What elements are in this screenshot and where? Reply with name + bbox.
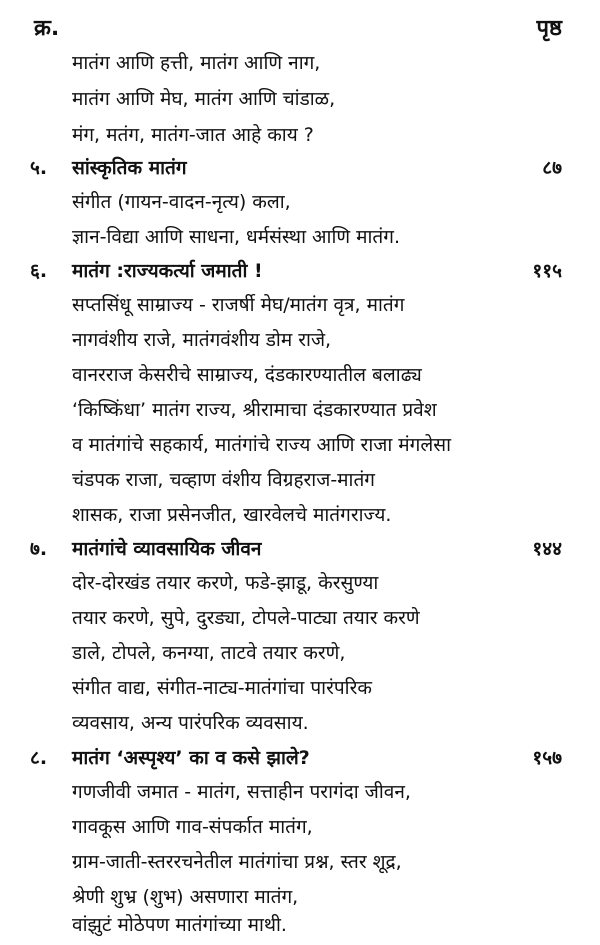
toc-line-text: व्यवसाय, अन्य पारंपरिक व्यवसाय.: [72, 712, 309, 734]
toc-line-text: शासक, राजा प्रसेनजीत, खारवेलचे मातंगराज्य.: [72, 504, 392, 526]
toc-line: [0, 81, 600, 117]
toc-line-text: वानरराज केसरीचे साम्राज्य, दंडकारण्यातील बलाढ्य: [72, 364, 422, 386]
toc-line-text: तयार करणे, सुपे, दुरड्या, टोपले-पाट्या तयार करणे: [72, 607, 420, 629]
chapter-page-number: १५७: [532, 747, 562, 769]
chapter-number: ५.: [30, 157, 48, 179]
toc-line: [0, 219, 600, 255]
toc-line-text: संगीत (गायन-वादन-नृत्य) कला,: [72, 191, 291, 213]
toc-line: [0, 809, 600, 845]
chapter-heading: [0, 740, 600, 776]
chapter-heading: [0, 150, 600, 186]
toc-line-text: मंग, मतंग, मातंग-जात आहे काय ?: [72, 124, 314, 146]
toc-line: [0, 907, 600, 943]
toc-line: [0, 322, 600, 358]
chapter-page-number: ८७: [542, 157, 562, 179]
chapter-heading: [0, 253, 600, 289]
toc-line-text: चंडपक राजा, चव्हाण वंशीय विग्रहराज-मातंग: [72, 469, 375, 491]
chapter-title: मातंग :राज्यकर्त्या जमाती !: [72, 260, 263, 282]
toc-line-text: ग्राम-जाती-स्तररचनेतील मातंगांचा प्रश्न, स्तर शूद्र,: [72, 851, 402, 873]
toc-line-text: मातंग आणि मेघ, मातंग आणि चांडाळ,: [72, 88, 336, 110]
chapter-title: मातंग ‘अस्पृश्य’ का व कसे झाले?: [72, 747, 310, 769]
toc-line: [0, 117, 600, 153]
chapter-title: सांस्कृतिक मातंग: [72, 157, 187, 179]
toc-line-text: मातंग आणि हत्ती, मातंग आणि नाग,: [72, 52, 321, 74]
toc-line-text: संगीत वाद्य, संगीत-नाट्य-मातंगांचा पारंपरिक: [72, 677, 372, 699]
toc-line: [0, 600, 600, 636]
toc-line-text: डाले, टोपले, कनग्या, ताटवे तयार करणे,: [72, 642, 346, 664]
chapter-page-number: १४४: [532, 538, 562, 560]
chapter-title: मातंगांचे व्यावसायिक जीवन: [72, 538, 262, 560]
toc-line-text: ज्ञान-विद्या आणि साधना, धर्मसंस्था आणि मातंग.: [72, 226, 400, 248]
toc-line-text: व मातंगांचे सहकार्य, मातंगांचे राज्य आणि राजा मंगलेसा: [72, 434, 452, 456]
toc-line-text: दोर-दोरखंड तयार करणे, फडे-झाडू, केरसुण्या: [72, 572, 379, 594]
toc-line-text: श्रेणी शुभ्र (शुभ) असणारा मातंग,: [72, 886, 299, 908]
toc-line-text: गावकूस आणि गाव-संपर्कात मातंग,: [72, 816, 313, 838]
toc-line: [0, 392, 600, 428]
toc-line-text: नागवंशीय राजे, मातंगवंशीय डोम राजे,: [72, 329, 332, 351]
toc-line-text: वांझुटं मोठेपण मातंगांच्या माथी.: [72, 914, 287, 936]
toc-line-text: गणजीवी जमात - मातंग, सत्ताहीन परागंदा जीवन,: [72, 781, 411, 803]
toc-line: [0, 844, 600, 880]
toc-line-text: सप्तसिंधू साम्राज्य - राजर्षी मेघ/मातंग वृत्र, मातंग: [72, 294, 405, 316]
toc-line-text: ‘किष्किंधा’ मातंग राज्य, श्रीरामाचा दंडकारण्यात प्रवेश: [72, 399, 437, 421]
chapter-heading: [0, 531, 600, 567]
toc-line: [0, 670, 600, 706]
column-header-number: क्र.: [34, 16, 60, 41]
chapter-page-number: ११५: [532, 260, 562, 282]
toc-line: [0, 357, 600, 393]
toc-line: [0, 427, 600, 463]
toc-line: [0, 635, 600, 671]
chapter-number: ६.: [30, 260, 48, 282]
toc-line: [0, 565, 600, 601]
column-header-page: पृष्ठ: [536, 16, 562, 41]
chapter-number: ७.: [30, 538, 48, 560]
toc-line: [0, 497, 600, 533]
toc-line: [0, 462, 600, 498]
toc-line: [0, 774, 600, 810]
toc-line: [0, 45, 600, 81]
toc-line: [0, 184, 600, 220]
chapter-number: ८.: [30, 747, 48, 769]
toc-line: [0, 705, 600, 741]
toc-line: [0, 287, 600, 323]
